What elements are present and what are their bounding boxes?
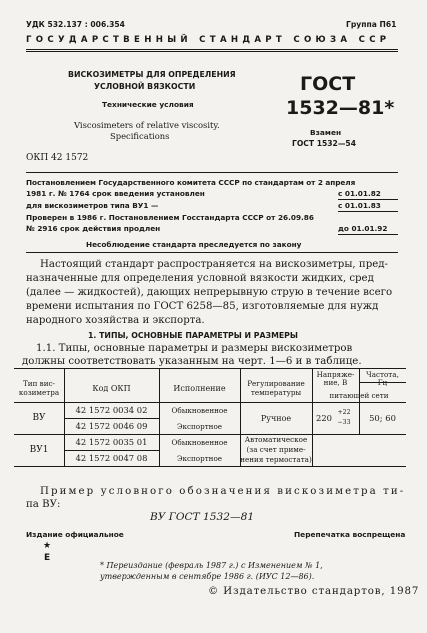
title-ru-line1: ВИСКОЗИМЕТРЫ ДЛЯ ОПРЕДЕЛЕНИЯ [68, 70, 236, 79]
header-regulation-2: температуры [250, 388, 302, 397]
header-okp: Код ОКП [92, 384, 131, 393]
udk-code: УДК 532.137 : 006.354 [26, 20, 125, 29]
header-frequency-1: Частота, [366, 370, 399, 379]
example-line2: па ВУ: [26, 499, 61, 510]
header-rule [26, 49, 398, 50]
row1-voltage: 220 [316, 413, 332, 423]
decree-line5: № 2916 срок действия продлен [26, 224, 161, 233]
row1-voltage-minus: −33 [337, 419, 351, 426]
decree-date2: с 01.01.83 [338, 201, 381, 210]
section1-heading: 1. ТИПЫ, ОСНОВНЫЕ ПАРАМЕТРЫ И РАЗМЕРЫ [88, 331, 298, 340]
decree-line1: Постановлением Государственного комитета СССР по стандартам от 2 апреля [26, 178, 356, 187]
reprint-prohibited: Перепечатка воспрещена [294, 530, 406, 539]
row2-type: ВУ1 [29, 445, 49, 455]
header-type-2: козиметра [18, 388, 60, 397]
intro-line2: назначенные для определения условной вязкости жидких, сред [26, 273, 374, 284]
row2-regulation-2: (за счет приме- [246, 445, 306, 454]
intro-line3: (далее — жидкостей), дающих непрерывную струю в течение всего [26, 287, 393, 298]
title-ru-line2: УСЛОВНОЙ ВЯЗКОСТИ [94, 82, 196, 91]
section1-para-line2: должны соответствовать указанным на черт. 1—6 и в таблице. [22, 356, 362, 367]
row1-bottom-border [14, 434, 406, 435]
gost-label: ГОСТ [300, 73, 356, 95]
decree-line4: Проверен в 1986 г. Постановлением Госстандарта СССР от 26.09.86 [26, 213, 314, 222]
example-line1: Пример условного обозначения вискозиметра ти- [40, 486, 406, 497]
header-frequency-2: Гц [377, 378, 388, 387]
row2-regulation-3: нения термостата) [240, 455, 312, 464]
replaces-standard: ГОСТ 1532—54 [292, 139, 356, 148]
note-line1: * Переиздание (февраль 1987 г.) с Изменением № 1, [100, 561, 323, 570]
header-execution: Исполнение [173, 384, 226, 393]
row1-regulation: Ручное [260, 414, 292, 423]
decree-line3: для вискозиметров типа ВУ1 — [26, 201, 159, 210]
col-divider-1 [64, 368, 65, 466]
header-voltage-2: ние, В [323, 378, 348, 387]
group-code: Группа П61 [346, 20, 397, 29]
col-divider-2 [159, 368, 160, 466]
intro-line4: времени испытания по ГОСТ 6258—85, изготовляемые для нужд [26, 301, 379, 312]
row2-okp-a: 42 1572 0035 01 [75, 437, 148, 447]
types-table [14, 368, 406, 496]
title-en-line1: Viscosimeters of relative viscosity. [74, 120, 220, 130]
date2-underline [338, 211, 398, 212]
violation-notice: Несоблюдение стандарта преследуется по закону [86, 240, 302, 249]
row1-exec-a: Обыкновенное [171, 406, 228, 415]
row1-okp-b: 42 1572 0046 09 [75, 421, 148, 431]
edition-letter: Е [44, 553, 51, 563]
title-subtitle: Технические условия [102, 100, 194, 109]
title-en-line2: Specifications [110, 131, 170, 141]
section1-para-line1: 1.1. Типы, основные параметры и размеры вискозиметров [36, 343, 353, 354]
star-icon: ★ [43, 541, 52, 551]
row2-regulation-1: Автоматическое [244, 435, 308, 444]
header-rule-2 [26, 51, 398, 52]
row1-type: ВУ [32, 413, 46, 423]
header-voltage-1: Напряже- [316, 370, 355, 379]
row2-exec-b: Экспортное [176, 454, 223, 463]
decree-line2: 1981 г. № 1764 срок введения установлен [26, 189, 205, 198]
row1-okp-a: 42 1572 0034 02 [75, 405, 148, 415]
decree-date1: с 01.01.82 [338, 189, 381, 198]
note-line2: утвержденным в сентябре 1986 г. (ИУС 12—86). [100, 572, 315, 581]
decree-date3: до 01.01.92 [338, 224, 388, 233]
decree-rule [26, 172, 398, 173]
header-regulation-1: Регулирование [247, 379, 305, 388]
row1-voltage-plus: +22 [337, 409, 351, 416]
row2-inner-divider [64, 450, 159, 451]
table-bottom-border [14, 466, 406, 467]
state-standard-banner: ГОСУДАРСТВЕННЫЙ СТАНДАРТ СОЮЗА ССР [26, 35, 391, 45]
intro-line5: народного хозяйства и экспорта. [26, 315, 205, 326]
intro-line1: Настоящий стандарт распространяется на вискозиметры, пред- [40, 259, 388, 270]
row1-inner-divider [64, 418, 159, 419]
date1-underline [338, 199, 398, 200]
replaces-label: Взамен [310, 128, 342, 137]
header-type-1: Тип вис- [23, 379, 55, 388]
row1-frequency: 50; 60 [369, 413, 396, 423]
copyright: © Издательство стандартов, 1987 [208, 586, 420, 597]
header-bottom-border [14, 402, 406, 403]
okp-code: ОКП 42 1572 [26, 153, 89, 163]
row2-okp-b: 42 1572 0047 08 [75, 453, 148, 463]
row1-exec-b: Экспортное [176, 422, 223, 431]
table-top-border [14, 368, 406, 369]
official-edition: Издание официальное [26, 530, 124, 539]
date3-underline [338, 234, 398, 235]
header-supply: питающей сети [329, 391, 389, 400]
row2-exec-a: Обыкновенное [171, 438, 228, 447]
example-designation: ВУ ГОСТ 1532—81 [150, 511, 255, 523]
decree-bottom-rule [26, 252, 398, 253]
gost-number: 1532—81* [286, 97, 395, 119]
